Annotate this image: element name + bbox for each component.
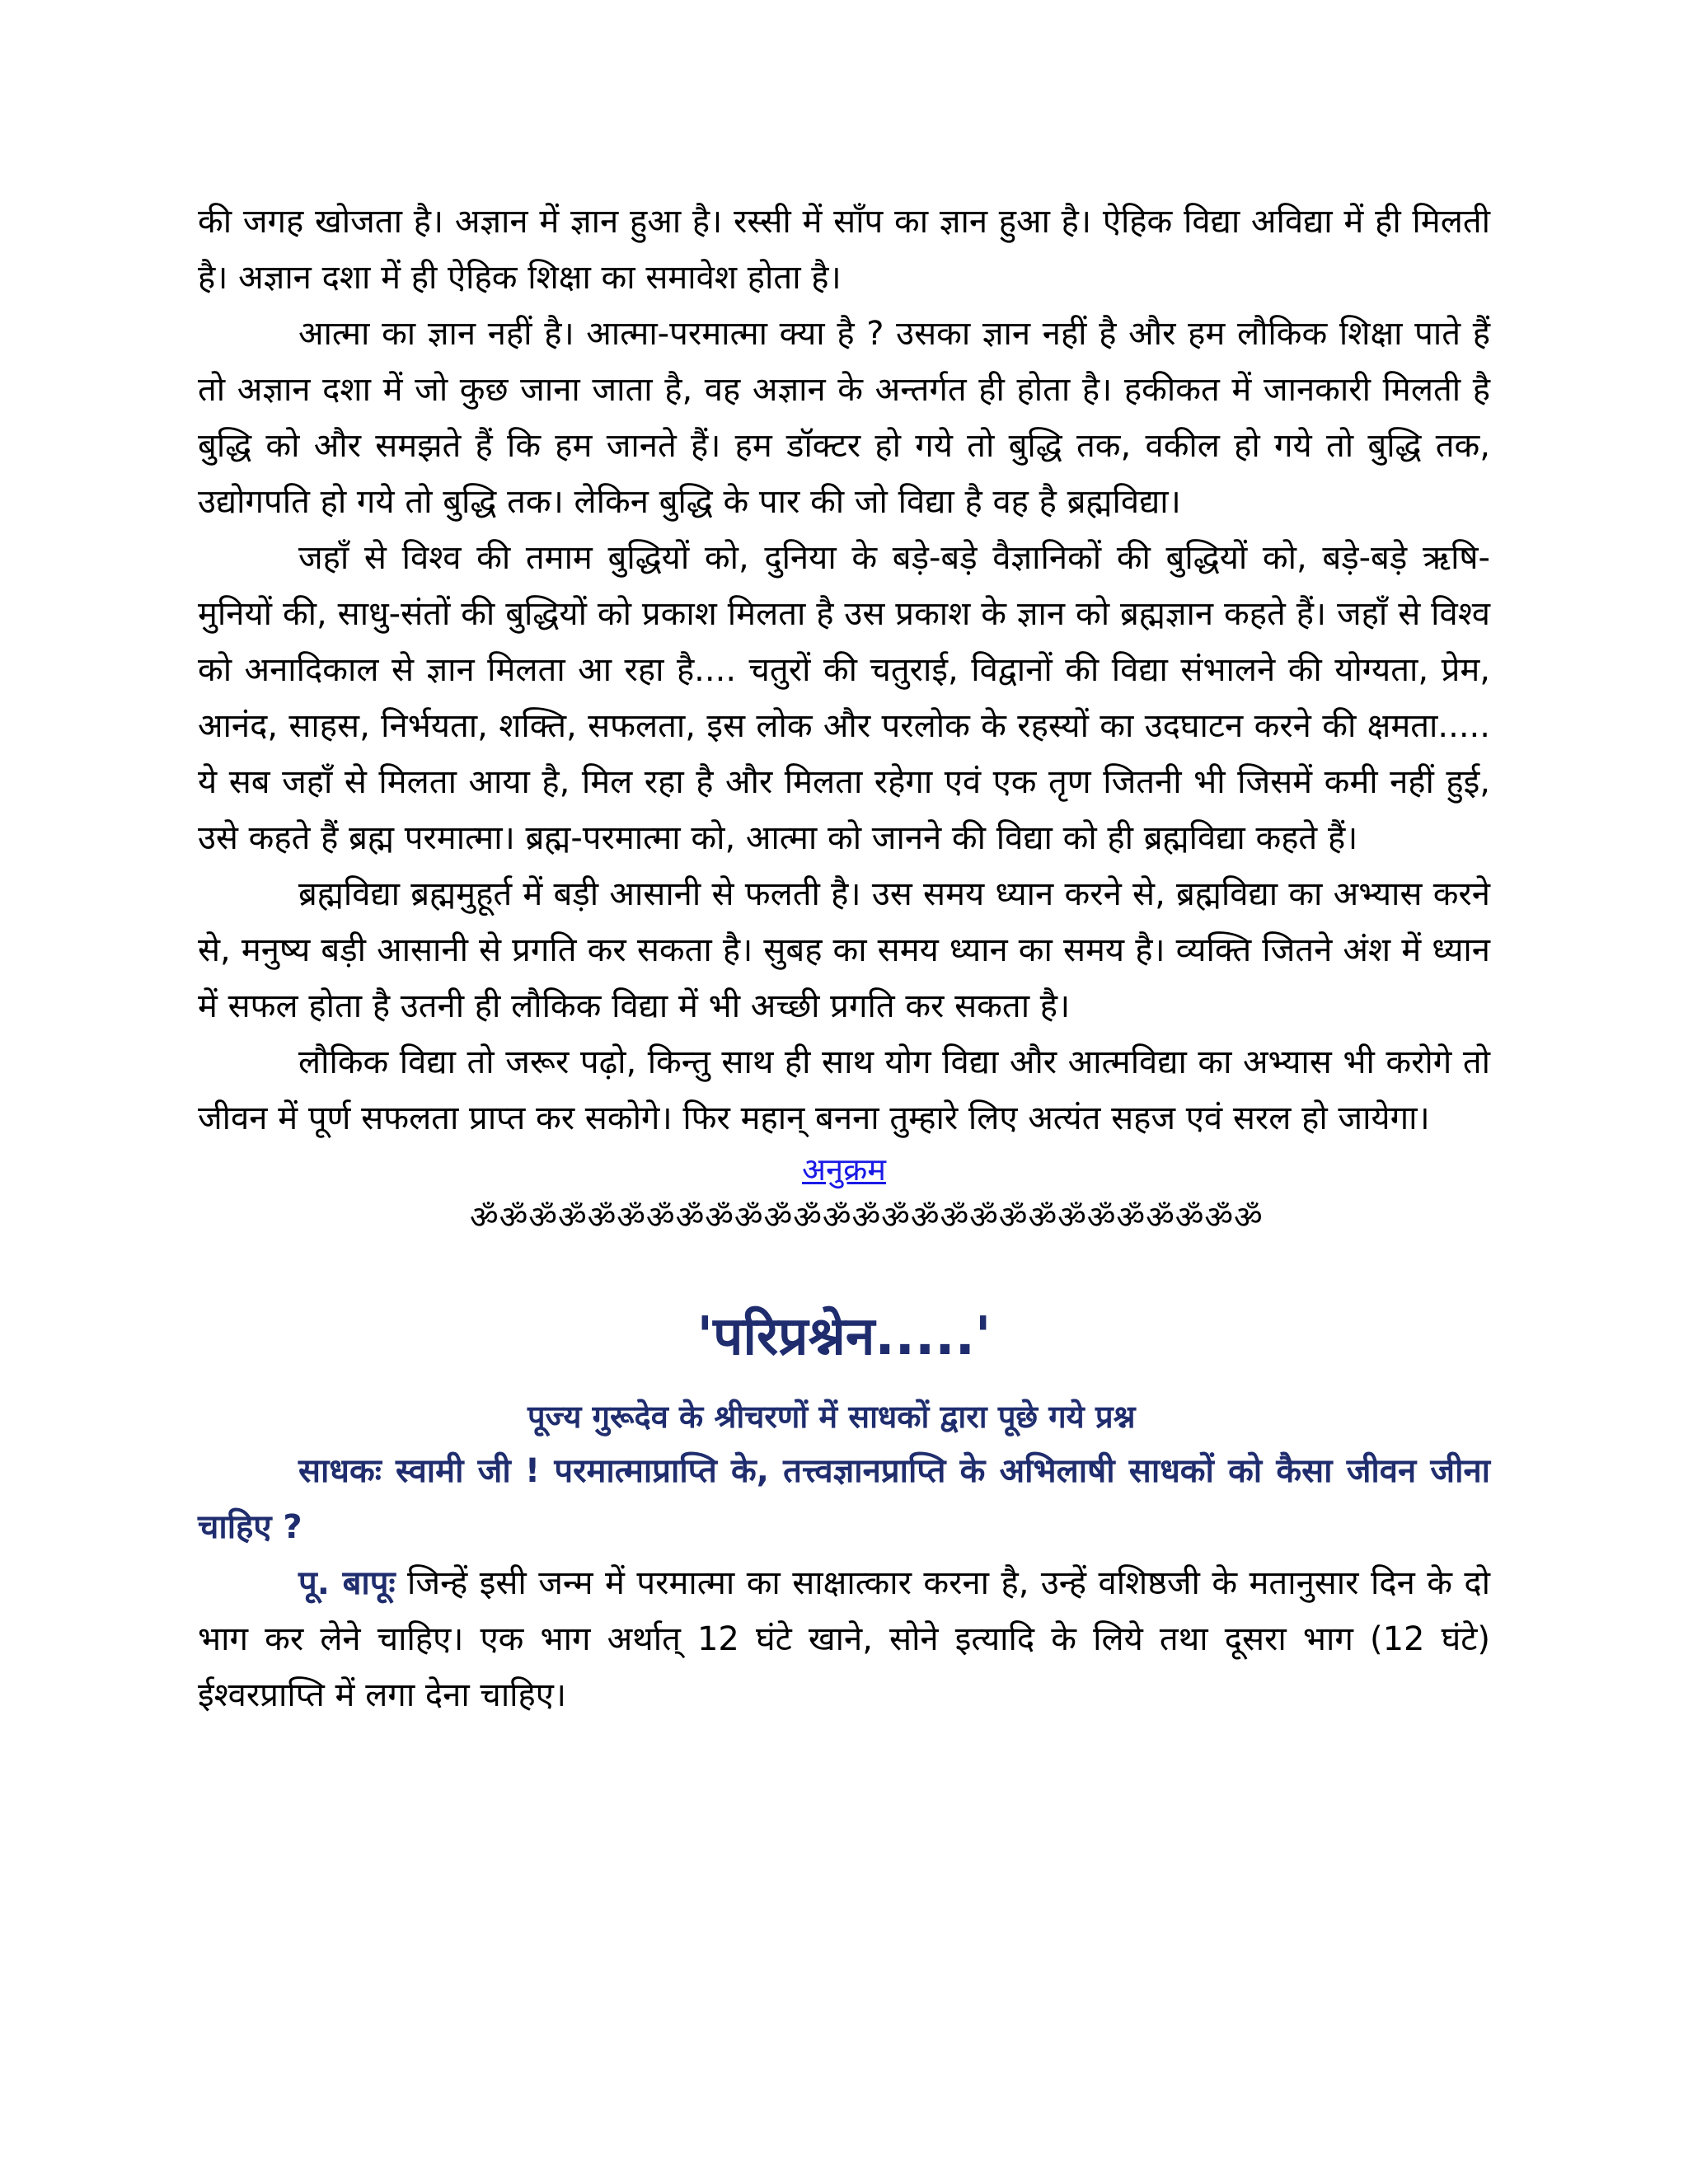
paragraph-3: जहाँ से विश्व की तमाम बुद्धियों को, दुनिया के बड़े-बड़े वैज्ञानिकों की बुद्धियों को, बड़े-बड़े ऋषि-मुनियों की, साधु-संतों की बुद्धियों को प्रकाश मिलता है उस प्रकाश के ज्ञान को ब्रह्मज्ञान कहते हैं। जहाँ से विश्व को अनादिकाल से ज्ञान मिलता आ रहा है.... चतुरों की चतुराई, विद्वानों की विद्या संभालने की योग्यता, प्रेम, आनंद, साहस, निर्भयता, शक्ति, सफलता, इस लोक और परलोक के रहस्यों का उदघाटन करने की क्षमता..... ये सब जहाँ से मिलता आया है, मिल रहा है और मिलता रहेगा एवं एक तृण जितनी भी जिसमें कमी नहीं हुई, उसे कहते हैं ब्रह्म परमात्मा। ब्रह्म-परमात्मा को, आत्मा को जानने की विद्या को ही ब्रह्मविद्या कहते हैं। [198, 539, 1490, 857]
answer-paragraph [198, 1555, 1490, 1723]
index-link-row [198, 1146, 1490, 1193]
section-subtitle: पूज्य गुरूदेव के श्रीचरणों में साधकों द्वारा पूछे गये प्रश्न [528, 1399, 1136, 1435]
answer-text: जिन्हें इसी जन्म में परमात्मा का साक्षात्कार करना है, उन्हें वशिष्ठजी के मतानुसार दिन के दो भाग कर लेने चाहिए। एक भाग अर्थात् 12 घंटे खाने, सोने इत्यादि के लिये तथा दूसरा भाग (12 घंटे) ईश्वरप्राप्ति में लगा देना चाहिए। [198, 1564, 1491, 1714]
paragraph-2: आत्मा का ज्ञान नहीं है। आत्मा-परमात्मा क्या है ? उसका ज्ञान नहीं है और हम लौकिक शिक्षा पाते हैं तो अज्ञान दशा में जो कुछ जाना जाता है, वह अज्ञान के अन्तर्गत ही होता है। हकीकत में जानकारी मिलती है बुद्धि को और समझते हैं कि हम जानते हैं। हम डॉक्टर हो गये तो बुद्धि तक, वकील हो गये तो बुद्धि तक, उद्योगपति हो गये तो बुद्धि तक। लेकिन बुद्धि के पार की जो विद्या है वह है ब्रह्मविद्या। [198, 315, 1490, 521]
paragraph-1: की जगह खोजता है। अज्ञान में ज्ञान हुआ है। रस्सी में साँप का ज्ञान हुआ है। ऐहिक विद्या अविद्या में ही मिलती है। अज्ञान दशा में ही ऐहिक शिक्षा का समावेश होता है। [198, 203, 1490, 297]
question-text: साधकः स्वामी जी ! परमात्माप्राप्ति के, तत्त्वज्ञानप्राप्ति के अभिलाषी साधकों को कैसा जीवन जीना चाहिए ? [198, 1452, 1490, 1546]
section-title: 'परिप्रश्नेन.....' [696, 1306, 992, 1367]
index-link[interactable]: अनुक्रम [801, 1151, 887, 1188]
paragraph-4: ब्रह्मविद्या ब्रह्ममुहूर्त में बड़ी आसानी से फलती है। उस समय ध्यान करने से, ब्रह्मविद्या का अभ्यास करने से, मनुष्य बड़ी आसानी से प्रगति कर सकता है। सुबह का समय ध्यान का समय है। व्यक्ति जितने अंश में ध्यान में सफल होता है उतनी ही लौकिक विद्या में भी अच्छी प्रगति कर सकता है। [198, 875, 1490, 1025]
answer-speaker: पू. बापूः [298, 1564, 396, 1602]
paragraph-5: लौकिक विद्या तो जरूर पढ़ो, किन्तु साथ ही साथ योग विद्या और आत्मविद्या का अभ्यास भी करोगे तो जीवन में पूर्ण सफलता प्राप्त कर सकोगे। फिर महान् बनना तुम्हारे लिए अत्यंत सहज एवं सरल हो जायेगा। [198, 1043, 1490, 1137]
om-divider: ॐॐॐॐॐॐॐॐॐॐॐॐॐॐॐॐॐॐॐॐॐॐॐॐॐॐॐ [470, 1199, 1264, 1235]
